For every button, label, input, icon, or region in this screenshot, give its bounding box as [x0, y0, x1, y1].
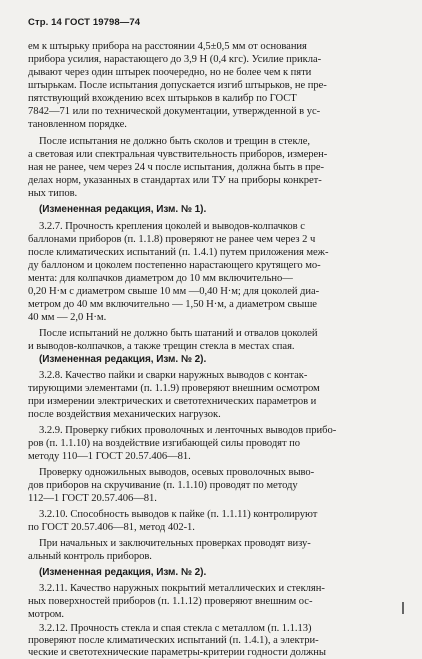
text-line: после климатических испытаний (п. 1.4.1) путем приложения меж- [28, 247, 329, 258]
text-line: После испытаний не должно быть шатаний и отвалов цоколей [39, 328, 318, 339]
text-line: дывают через один штырек поочередно, но не более чем к пяти [28, 67, 312, 78]
amendment-note: (Измененная редакция, Изм. № 1). [39, 204, 207, 215]
text-line: ду баллоном и цоколем постепенно нарастающего крутящего мо- [28, 260, 321, 271]
text-line: ная не ранее, чем через 24 ч после испытания, должна быть в пре- [28, 162, 325, 173]
text-line: ров (п. 1.1.10) на воздействие изгибающей силы проводят по [28, 438, 301, 449]
text-line: дов приборов на скручивание (п. 1.1.10) проводят по методу [28, 480, 298, 491]
text-line: ных типов. [28, 188, 78, 199]
text-line: После испытания не должно быть сколов и трещин в стекле, [39, 136, 311, 147]
text-line: 3.2.8. Качество пайки и сварки наружных выводов с контак- [39, 370, 308, 381]
text-line: и выводов-колпачков, а также трещин стекла в местах спая. [28, 341, 295, 352]
text-line: 3.2.11. Качество наружных покрытий металлических и стеклян- [39, 583, 325, 594]
text-line: тирующими элементами (п. 1.1.9) проверяют внешним осмотром [28, 383, 320, 394]
text-line: 40 мм — 2,0 Н·м. [28, 312, 107, 323]
text-line: а световая или спектральная чувствительность приборов, измерен- [28, 149, 328, 160]
text-line: ческие и светотехнические параметры-критерии годности должны [28, 647, 326, 658]
text-line: прибора усилия, нарастающего до 3,9 Н (0,4 кгс). Усилие прикла- [28, 54, 322, 65]
amendment-note: (Измененная редакция, Изм. № 2). [39, 354, 207, 365]
text-line: Проверку одножильных выводов, осевых проволочных выво- [39, 467, 315, 478]
text-line: 7842—71 или по технической документации, утвержденной в ус- [28, 106, 321, 117]
text-line: 3.2.9. Проверку гибких проволочных и ленточных выводов прибо- [39, 425, 337, 436]
margin-mark [402, 602, 404, 614]
text-line: штырькам. После испытания допускается изгиб штырьков, не пре- [28, 80, 327, 91]
text-line: при измерении электрических и светотехнических параметров и [28, 396, 317, 407]
text-line: 3.2.7. Прочность крепления цоколей и выводов-колпачков с [39, 221, 305, 232]
amendment-note: (Измененная редакция, Изм. № 2). [39, 567, 207, 578]
text-line: 112—1 ГОСТ 20.57.406—81. [28, 493, 157, 504]
text-line: по ГОСТ 20.57.406—81, метод 402-1. [28, 522, 195, 533]
text-line: альный контроль приборов. [28, 551, 152, 562]
text-line: пятствующий вхождению всех штырьков в калибр по ГОСТ [28, 93, 297, 104]
text-line: баллонами приборов (п. 1.1.8) проверяют не ранее чем через 2 ч [28, 234, 316, 245]
text-line: 3.2.10. Способность выводов к пайке (п. 1.1.11) контролируют [39, 509, 318, 520]
text-line: метром до 40 мм включительно — 1,50 Н·м, а диаметром свыше [28, 299, 317, 310]
text-line: после воздействия механических нагрузок. [28, 409, 221, 420]
text-line: мотром. [28, 609, 65, 620]
running-head: Стр. 14 ГОСТ 19798—74 [28, 17, 141, 28]
text-line: мента: для колпачков диаметром до 10 мм включительно— [28, 273, 293, 284]
text-line: При начальных и заключительных проверках проводят визу- [39, 538, 311, 549]
text-line: тановленном порядке. [28, 119, 127, 130]
text-line: проверяют после климатических испытаний (п. 1.4.1), а электри- [28, 635, 319, 646]
text-line: делах норм, указанных в стандартах или ТУ на приборы конкрет- [28, 175, 322, 186]
text-line: ем к штырьку прибора на расстоянии 4,5±0,5 мм от основания [28, 41, 307, 52]
text-line: 0,20 Н·м с диаметром свыше 10 мм —0,40 Н·м; для цоколей диа- [28, 286, 320, 297]
text-line: ных поверхностей приборов (п. 1.1.12) проверяют внешним ос- [28, 596, 313, 607]
text-line: методу 110—1 ГОСТ 20.57.406—81. [28, 451, 191, 462]
text-line: 3.2.12. Прочность стекла и спая стекла с металлом (п. 1.1.13) [39, 623, 312, 634]
